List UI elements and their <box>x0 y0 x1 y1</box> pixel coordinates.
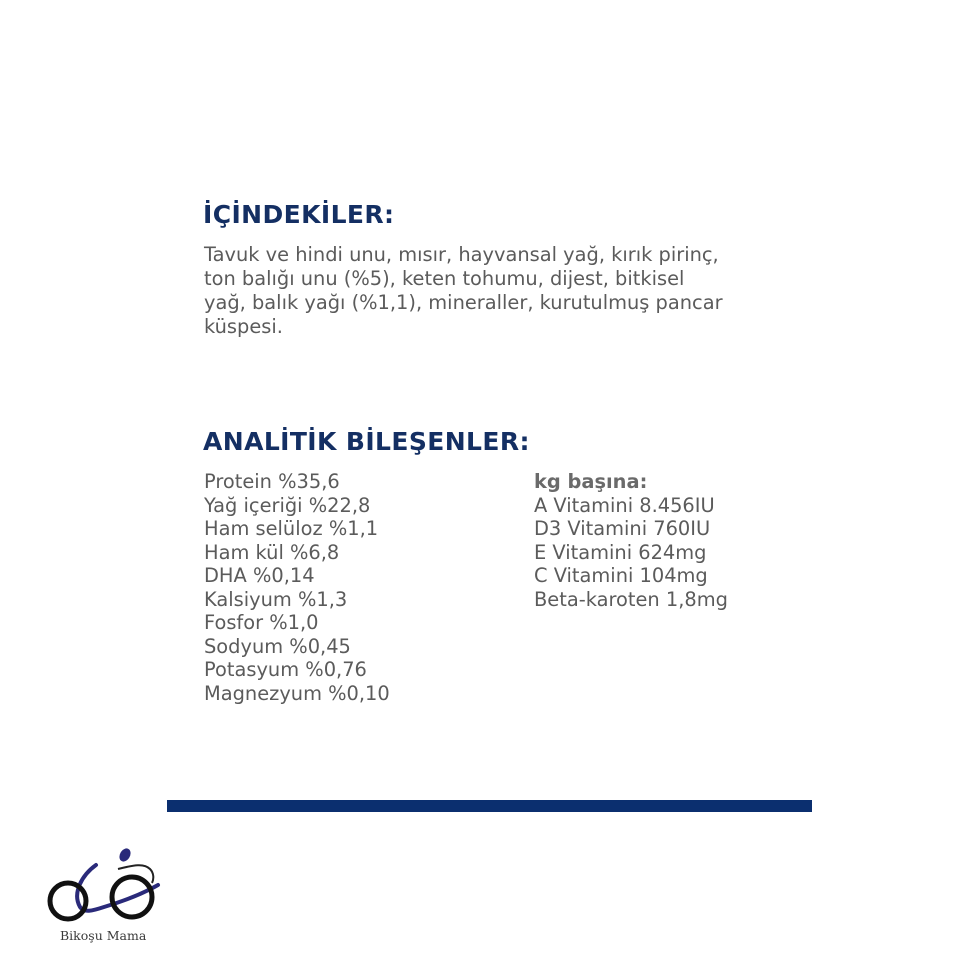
ingredients-line: yağ, balık yağı (%1,1), mineraller, kurutulmuş pancar <box>204 291 723 314</box>
analytic-heading: ANALİTİK BİLEŞENLER: <box>203 427 530 456</box>
per-kg-heading: kg başına: <box>534 470 648 493</box>
brand-logo <box>44 845 164 955</box>
analytic-item: Sodyum %0,45 <box>204 634 351 658</box>
ingredients-line: küspesi. <box>204 315 283 338</box>
divider-bar <box>167 800 812 812</box>
vitamin-item: C Vitamini 104mg <box>534 564 708 587</box>
ingredients-heading: İÇİNDEKİLER: <box>203 200 395 229</box>
analytic-item: Kalsiyum %1,3 <box>204 587 348 611</box>
brand-name: Bikoşu Mama <box>60 928 147 943</box>
vitamin-item: D3 Vitamini 760IU <box>534 517 711 540</box>
analytic-item: Potasyum %0,76 <box>204 658 367 681</box>
analytic-item: Magnezyum %0,10 <box>204 681 390 705</box>
ingredients-line: Tavuk ve hindi unu, mısır, hayvansal yağ, kırık pirinç, <box>204 243 719 266</box>
analytic-item: Protein %35,6 <box>204 470 340 493</box>
ingredients-text <box>204 243 824 339</box>
ingredients-line: ton balığı unu (%5), keten tohumu, dijest, bitkisel <box>204 267 685 290</box>
analytic-list-left <box>204 470 390 705</box>
vitamin-item: E Vitamini 624mg <box>534 540 707 564</box>
vitamin-item: Beta-karoten 1,8mg <box>534 587 728 611</box>
vitamin-item: A Vitamini 8.456IU <box>534 493 715 517</box>
analytic-item: Ham kül %6,8 <box>204 540 340 564</box>
analytic-item: Yağ içeriği %22,8 <box>204 493 371 517</box>
analytic-item: DHA %0,14 <box>204 564 315 587</box>
analytic-list-right <box>534 470 728 611</box>
analytic-item: Ham selüloz %1,1 <box>204 517 379 540</box>
cyclist-logo-icon <box>44 845 164 925</box>
analytic-item: Fosfor %1,0 <box>204 611 319 634</box>
